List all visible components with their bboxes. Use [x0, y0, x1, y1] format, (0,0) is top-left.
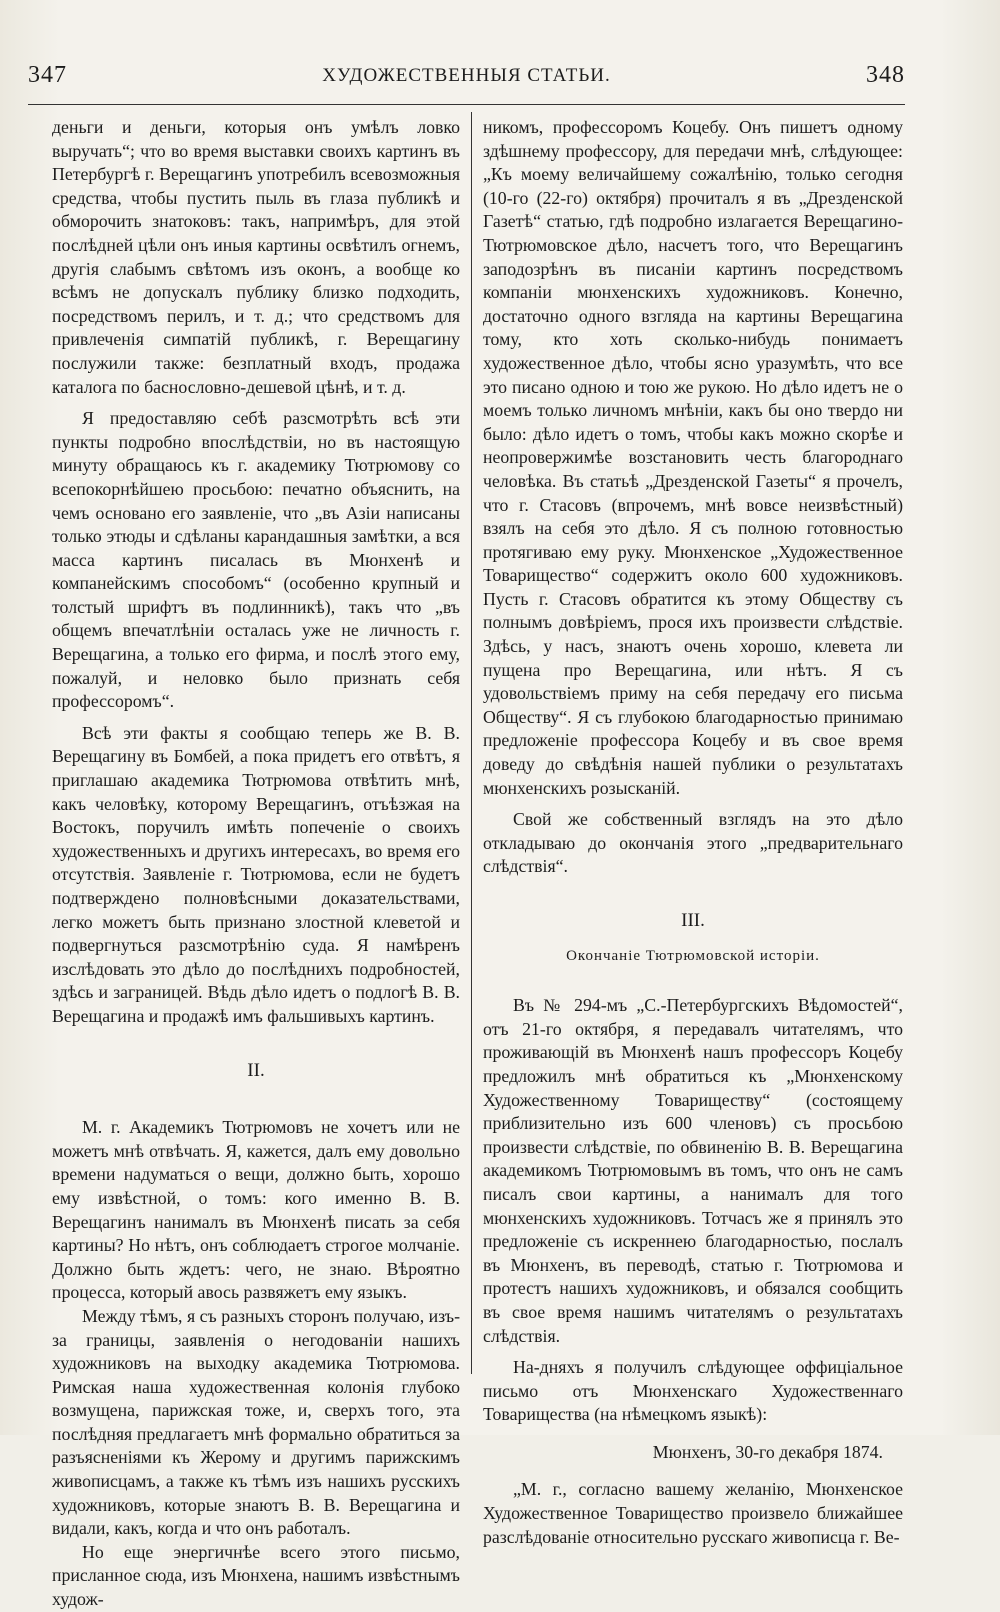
section-number-3: III. — [681, 910, 705, 931]
paragraph: На-дняхъ я получилъ слѣдующее оффиціальное письмо отъ Мюнхенскаго Художественнаго Товарищества (на нѣмецкомъ языкѣ): — [483, 1357, 903, 1425]
column-divider — [471, 112, 472, 1374]
paragraph: никомъ, профессоромъ Коцебу. Онъ пишетъ одному здѣшнему профессору, для передачи мнѣ, слѣдующее: „Къ моему величайшему сожалѣнію, только сегодня (10-го (22-го) октября) прочиталъ я въ „Дрезденской Газетѣ“ статью, гдѣ подробно излагается Верещагино-Тютрюмовское дѣло, насчетъ того, что Верещагинъ заподозрѣнъ въ писаніи картинъ посредствомъ компаніи мюнхенскихъ художниковъ. Конечно, достаточно одного взгляда на картины Верещагина тому, кто хоть сколько-нибудь понимаетъ художественное дѣло, чтобы ясно уразумѣть, что все это писано одною и тою же рукою. Но дѣло идетъ не о моемъ только личномъ мнѣніи, какъ бы оно твердо ни было: дѣло идетъ о томъ, чтобы какъ можно скорѣе и неопровержимѣе возстановить честь благороднаго человѣка. Въ статьѣ „Дрезденской Газеты“ я прочелъ, что г. Стасовъ (впрочемъ, мнѣ вовсе неизвѣстный) взялъ на себя это дѣло. Я съ полною готовностью протягиваю ему руку. Мюнхенское „Художественное Товарищество“ содержитъ около 600 художниковъ. Пусть г. Стасовъ обратится къ этому Обществу съ полнымъ довѣріемъ, прося ихъ произвести слѣдствіе. Здѣсь, у насъ, знаютъ очень хорошо, клевета ли пущена про Верещагина, или нѣтъ. Я съ удовольствіемъ приму на себя передачу его письма Обществу“. Я съ глубокою благодарностью принимаю предложеніе профессора Коцебу и въ свое время доведу до свѣдѣнія нашей публики о результатахъ мюнхенскихъ розысканій. — [483, 117, 903, 798]
paragraph: М. г. Академикъ Тютрюмовъ не хочетъ или не можетъ мнѣ отвѣчать. Я, кажется, далъ ему довольно времени надуматься о вещи, должно быть, хорошо ему извѣстной, о томъ: кого именно В. В. Верещагинъ нанималъ въ Мюнхенѣ писать за себя картины? Но нѣтъ, онъ соблюдаетъ строгое молчаніе. Должно быть ждетъ: чего, не знаю. Вѣроятно процесса, который авось развяжетъ ему языкъ. — [52, 1117, 460, 1303]
page-number-right: 348 — [866, 62, 905, 88]
paragraph: „М. г., согласно вашему желанію, Мюнхенское Художественное Товарищество произвело ближайшее разслѣдованіе относительно русскаго живописца г. Ве- — [483, 1479, 903, 1547]
paragraph: Между тѣмъ, я съ разныхъ сторонъ получаю, изъ-за границы, заявленія о негодованіи нашихъ художниковъ на выходку академика Тютрюмова. Римская наша художественная колонія глубоко возмущена, парижская тоже, и, сверхъ того, эта послѣдняя предлагаетъ мнѣ формально обратиться за разъясненіями къ Жерому и другимъ парижскимъ живописцамъ, а также къ тѣмъ изъ нашихъ русскихъ художниковъ, которые знаютъ В. В. Верещагина и видали, какъ, когда и что онъ работалъ. — [52, 1305, 460, 1539]
paragraph: деньги и деньги, которыя онъ умѣлъ ловко выручать“; что во время выставки своихъ картинъ въ Петербургѣ г. Верещагинъ употребилъ всевозможныя средства, чтобы пустить пыль въ глаза публикѣ и обморочить знатоковъ: такъ, напримѣръ, для этой послѣдней цѣли онъ иныя картины освѣтилъ огнемъ, другія слабымъ свѣтомъ изъ оконъ, а вообще ко всѣмъ не допускалъ публику близко подходить, посредствомъ перилъ, и т. д.; что средствомъ для привлеченія симпатій публикѣ, г. Верещагину послужили также: безплатный входъ, продажа каталога по баснословно-дешевой цѣнѣ, и т. д. — [52, 117, 460, 397]
letter-dateline: Мюнхенъ, 30-го декабря 1874. — [652, 1441, 883, 1462]
left-column — [52, 116, 460, 1612]
paragraph: Свой же собственный взглядъ на это дѣло откладываю до окончанія этого „предварительнаго слѣдствія“. — [483, 809, 903, 877]
right-column — [483, 116, 903, 1549]
paragraph: Всѣ эти факты я сообщаю теперь же В. В. Верещагину въ Бомбей, а пока придетъ его отвѣтъ, я приглашаю академика Тютрюмова отвѣтить мнѣ, какъ человѣку, которому Верещагинъ, отъѣзжая на Востокъ, поручилъ имѣть попеченіе о своихъ художественныхъ и другихъ интересахъ, во время его отсутствія. Заявленіе г. Тютрюмова, если не будетъ подтверждено полновѣсными доказательствами, легко можетъ быть признано злостной клеветой и подвергнуться разсмотрѣнію суда. Я намѣренъ изслѣдовать это дѣло до послѣднихъ подробностей, здѣсь и заграницей. Вѣдь дѣло идетъ о подлогѣ В. В. Верещагина и продажѣ имъ фальшивыхъ картинъ. — [52, 722, 460, 1026]
paragraph: Я предоставляю себѣ разсмотрѣть всѣ эти пункты подробно впослѣдствіи, но въ настоящую минуту обращаюсь къ г. академику Тютрюмову со всепокорнѣйшею просьбою: печатно объяснить, на чемъ основано его заявленіе, что „въ Азіи написаны только этюды и сдѣланы карандашныя замѣтки, а вся масса картинъ писалась въ Мюнхенѣ и компанейскимъ способомъ“ (особенно крупный и толстый шрифтъ въ подлинникѣ), такъ что „въ общемъ впечатлѣніи осталась уже не личность г. Верещагина, а только его фирма, и послѣ этого ему, пожалуй, и неловко было признать себя профессоромъ“. — [52, 408, 460, 712]
page-header — [28, 62, 905, 90]
running-title: ХУДОЖЕСТВЕННЫЯ СТАТЬИ. — [322, 65, 611, 86]
paragraph: Въ № 294-мъ „С.-Петербургскихъ Вѣдомостей“, отъ 21-го октября, я передавалъ читателямъ, что проживающій въ Мюнхенѣ нашъ профессоръ Коцебу предложилъ мнѣ обратиться къ „Мюнхенскому Художественному Товариществу“ (состоящему приблизительно изъ 600 членовъ) съ просьбою произвести слѣдствіе, по обвиненію В. В. Верещагина академикомъ Тютрюмовымъ въ томъ, что онъ не самъ писалъ свои картины, а нанималъ для того мюнхенскихъ художниковъ. Тотчасъ же я принялъ это предложеніе съ искреннею благодарностью, послалъ въ Мюнхенъ, въ переводѣ, статью г. Тютрюмова и протестъ нашихъ художниковъ, и обязался сообщить въ свое время нашимъ читателямъ о результатахъ слѣдствія. — [483, 995, 903, 1346]
header-rule — [28, 104, 905, 105]
section-title: Окончаніе Тютрюмовской исторіи. — [566, 947, 820, 964]
paragraph: Но еще энергичнѣе всего этого письмо, присланное сюда, изъ Мюнхена, нашимъ извѣстнымъ худож- — [52, 1541, 460, 1610]
section-number-2: II. — [247, 1059, 265, 1081]
page-number-left: 347 — [28, 62, 67, 88]
